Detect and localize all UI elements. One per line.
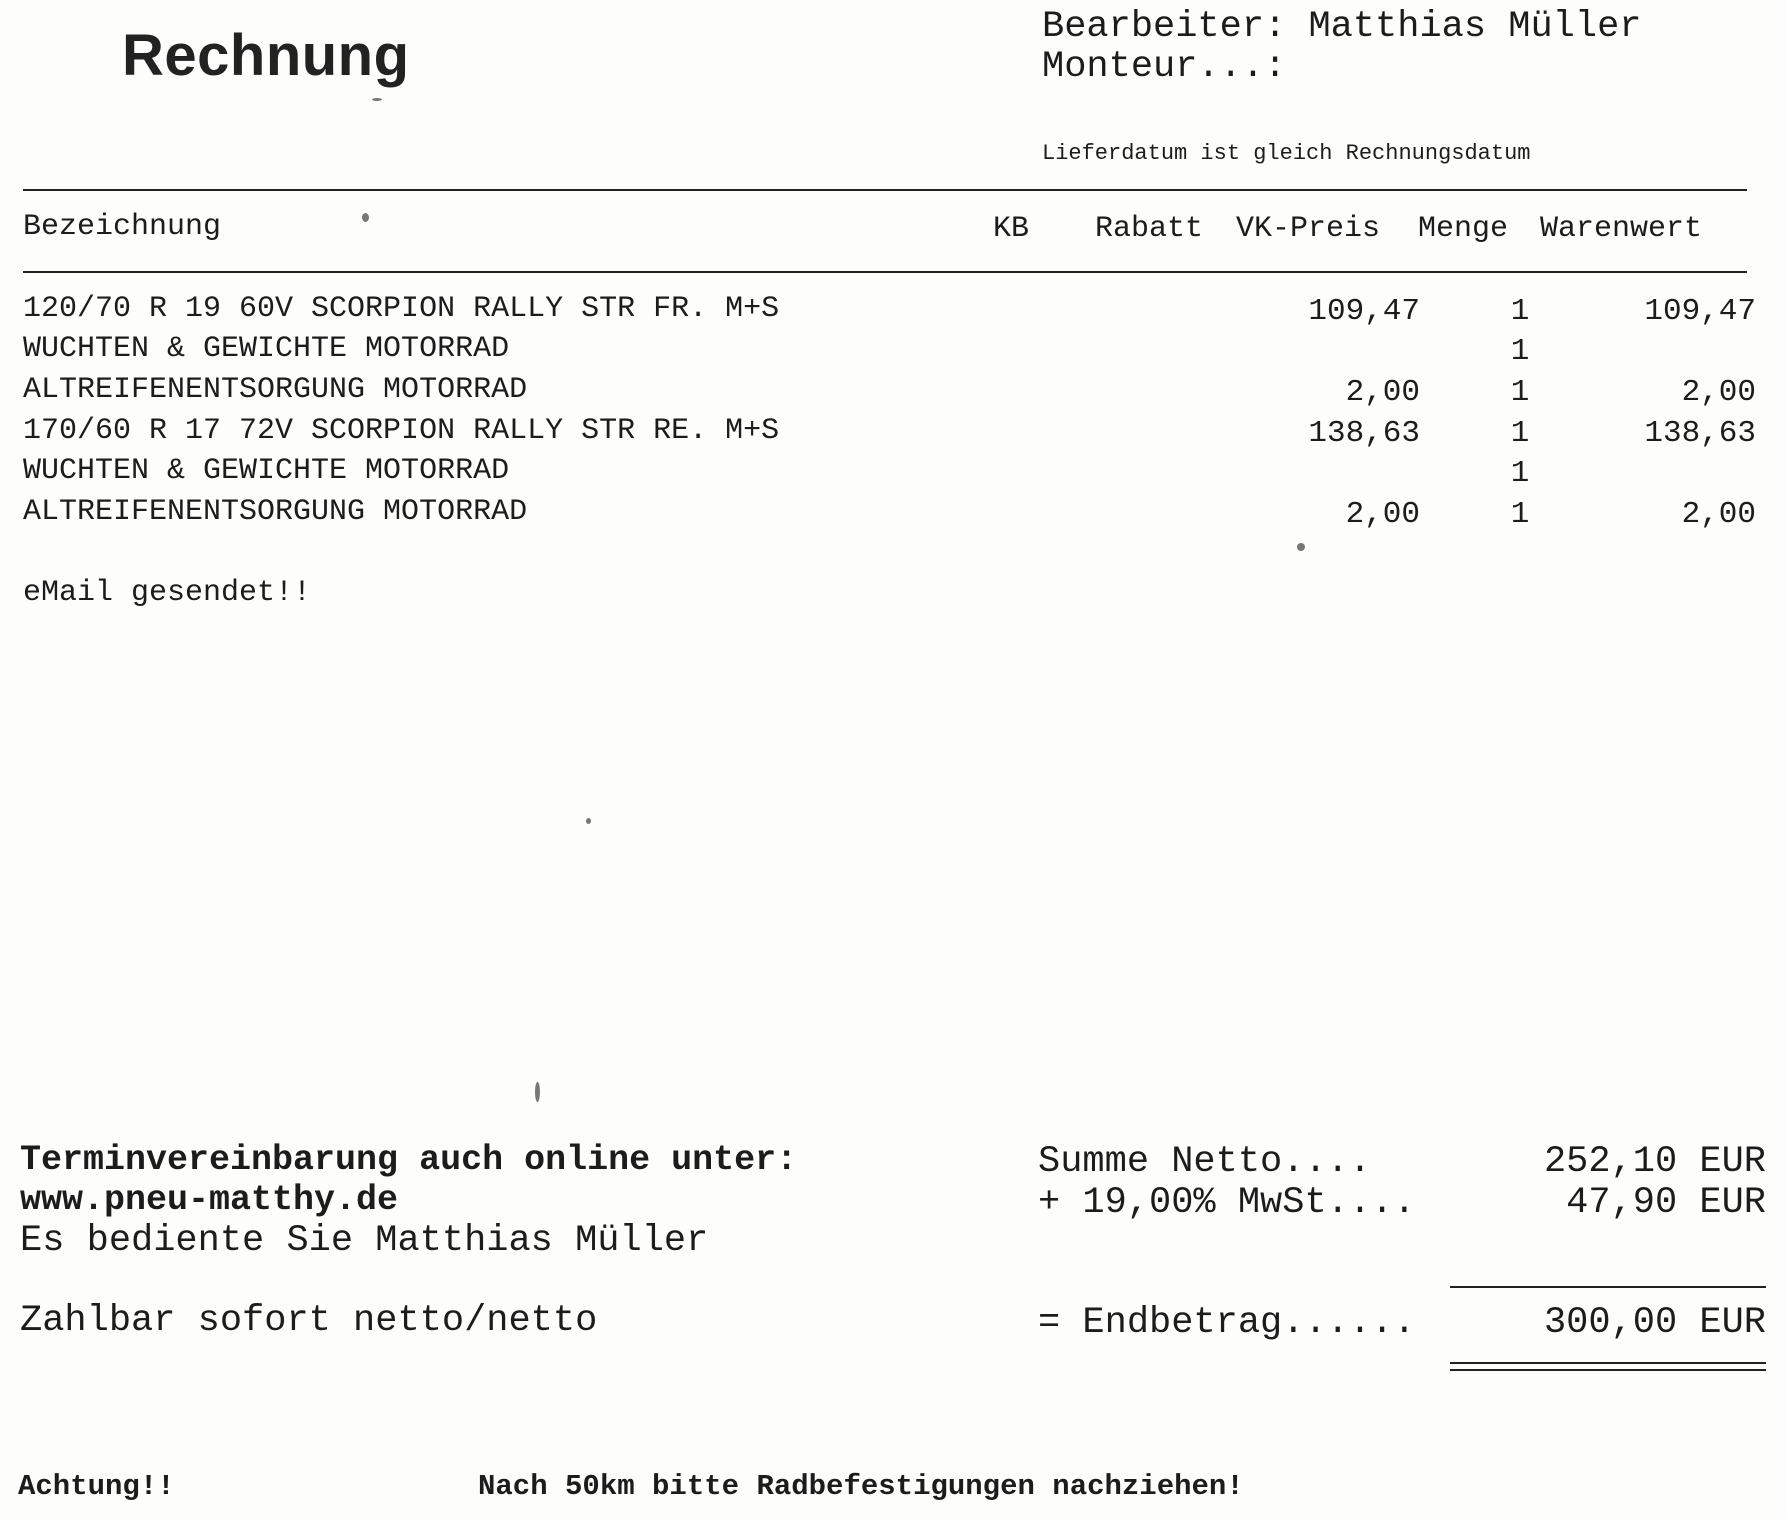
netto-value: 252,10 EUR: [1543, 1141, 1766, 1183]
total-double-rule-top: [1450, 1362, 1766, 1364]
row-menge: 1: [1510, 456, 1530, 491]
website-link[interactable]: www.pneu-matthy.de: [20, 1180, 399, 1220]
mwst-label: + 19,00% MwSt....: [1038, 1182, 1416, 1224]
col-vk-preis: VK-Preis: [1236, 212, 1381, 246]
endbetrag-value: 300,00 EUR: [1543, 1302, 1766, 1344]
table-header-rule: [23, 271, 1747, 273]
termin-line: Terminvereinbarung auch online unter:: [20, 1140, 798, 1180]
table-top-rule: [23, 189, 1747, 191]
netto-label: Summe Netto....: [1038, 1141, 1372, 1183]
row-warenwert: 138,63: [1644, 416, 1756, 451]
row-warenwert: 109,47: [1644, 294, 1756, 329]
subtotal-rule: [1450, 1286, 1766, 1288]
mwst-value: 47,90 EUR: [1566, 1182, 1766, 1224]
row-bezeichnung: 120/70 R 19 60V SCORPION RALLY STR FR. M+S: [23, 292, 780, 326]
invoice-title: Rechnung: [122, 23, 410, 88]
row-menge: 1: [1510, 334, 1530, 369]
row-vk-preis: 109,47: [1308, 294, 1420, 329]
lieferdatum-note: Lieferdatum ist gleich Rechnungsdatum: [1042, 141, 1531, 166]
col-kb: KB: [993, 212, 1030, 246]
row-vk-preis: 138,63: [1308, 416, 1420, 451]
row-vk-preis: 2,00: [1345, 375, 1420, 410]
notice-label: Achtung!!: [18, 1470, 175, 1503]
col-warenwert: Warenwert: [1540, 212, 1703, 246]
row-menge: 1: [1510, 294, 1530, 329]
col-menge: Menge: [1418, 212, 1509, 246]
row-menge: 1: [1510, 375, 1530, 410]
scan-speck: [586, 818, 591, 824]
row-menge: 1: [1510, 497, 1530, 532]
row-warenwert: 2,00: [1681, 375, 1756, 410]
scan-speck: [535, 1082, 540, 1102]
endbetrag-label: = Endbetrag......: [1038, 1302, 1416, 1344]
row-bezeichnung: 170/60 R 17 72V SCORPION RALLY STR RE. M+S: [23, 414, 780, 448]
scan-speck: [372, 98, 382, 101]
email-note: eMail gesendet!!: [23, 576, 312, 610]
scan-speck: [1297, 543, 1305, 551]
row-bezeichnung: WUCHTEN & GEWICHTE MOTORRAD: [23, 332, 510, 366]
scan-speck: [362, 213, 369, 222]
row-vk-preis: 2,00: [1345, 497, 1420, 532]
bearbeiter-line: Bearbeiter: Matthias Müller: [1042, 6, 1642, 48]
row-warenwert: 2,00: [1681, 497, 1756, 532]
row-bezeichnung: ALTREIFENENTSORGUNG MOTORRAD: [23, 495, 528, 529]
notice-text: Nach 50km bitte Radbefestigungen nachziehen!: [478, 1470, 1244, 1503]
col-bezeichnung: Bezeichnung: [23, 210, 222, 244]
total-double-rule-bottom: [1450, 1369, 1766, 1371]
col-rabatt: Rabatt: [1095, 212, 1204, 246]
monteur-line: Monteur...:: [1042, 46, 1287, 88]
payment-terms: Zahlbar sofort netto/netto: [20, 1300, 598, 1342]
row-bezeichnung: ALTREIFENENTSORGUNG MOTORRAD: [23, 373, 528, 407]
row-bezeichnung: WUCHTEN & GEWICHTE MOTORRAD: [23, 454, 510, 488]
row-menge: 1: [1510, 416, 1530, 451]
served-by: Es bediente Sie Matthias Müller: [20, 1220, 709, 1262]
